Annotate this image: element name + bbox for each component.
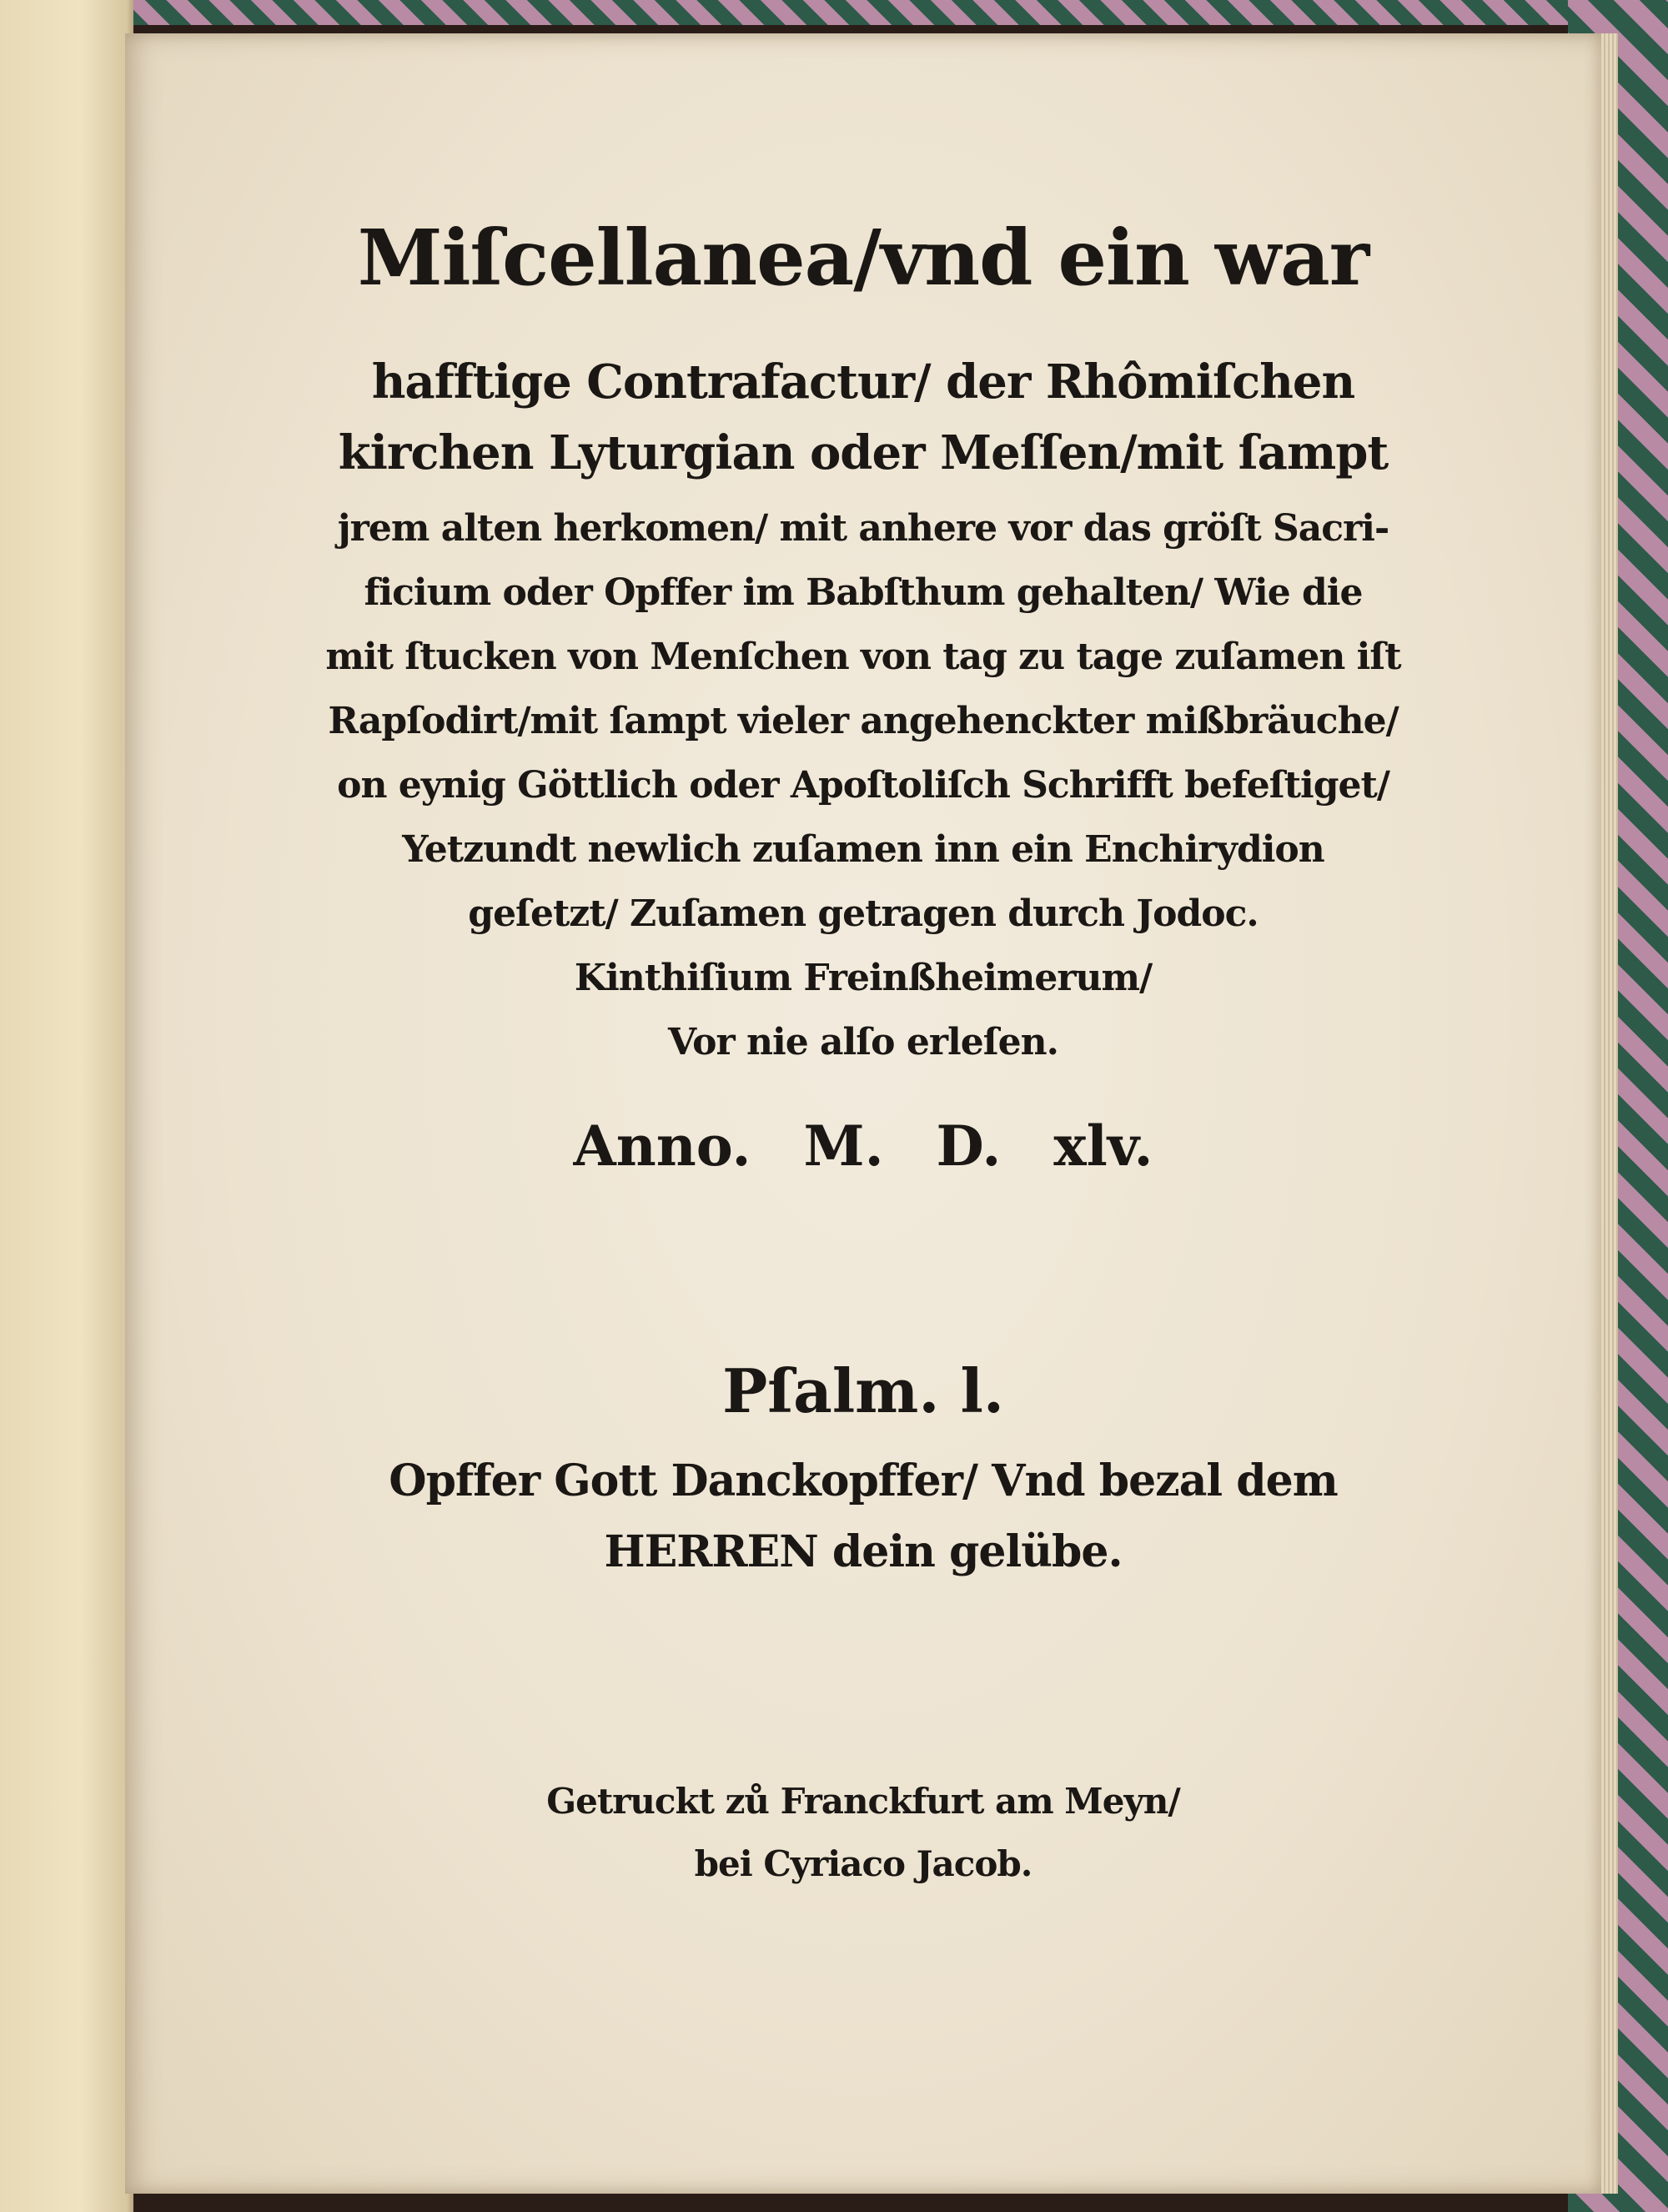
title-line-5: ficium oder Opffer im Babſthum gehalten/ Wie die	[364, 571, 1363, 614]
title-line-10: geſetzt/ Zuſamen getragen durch Jodoc.	[468, 892, 1259, 935]
title-page	[125, 33, 1601, 2194]
book-cover-top-edge	[0, 0, 1668, 25]
title-line-3: kirchen Lyturgian oder Meſſen/mit ſampt	[338, 425, 1389, 480]
publication-date: Anno. M. D. xlv.	[573, 1114, 1153, 1179]
imprint-line-2: bei Cyriaco Jacob.	[694, 1843, 1032, 1884]
title-line-4: jrem alten herkomen/ mit anhere vor das gröſt Sacri-	[337, 507, 1389, 550]
title-line-7: Rapſodirt/mit ſampt vieler angehenckter mißbräuche/	[328, 700, 1399, 742]
psalm-line-1: Opffer Gott Danckopffer/ Vnd bezal dem	[389, 1455, 1338, 1506]
psalm-line-2: HERREN dein gelübe.	[604, 1526, 1123, 1577]
left-blank-page	[0, 0, 133, 2212]
title-line-2: hafftige Contrafactur/ der Rhômiſchen	[371, 354, 1355, 410]
title-line-12: Vor nie alſo erleſen.	[668, 1021, 1058, 1063]
imprint-line-1: Getruckt zů Franckfurt am Meyn/	[546, 1781, 1180, 1822]
title-line-9: Yetzundt newlich zuſamen inn ein Enchirydion	[402, 828, 1324, 871]
title-line-6: mit ſtucken von Menſchen von tag zu tage zuſamen iſt	[325, 636, 1401, 678]
title-line-1: Miſcellanea/vnd ein war	[357, 213, 1369, 303]
title-line-11: Kinthiſium Freinßheimerum/	[574, 957, 1153, 999]
psalm-heading: Pſalm. l.	[722, 1355, 1004, 1426]
title-line-8: on eynig Göttlich oder Apoſtoliſch Schrifft befeſtiget/	[337, 764, 1389, 807]
